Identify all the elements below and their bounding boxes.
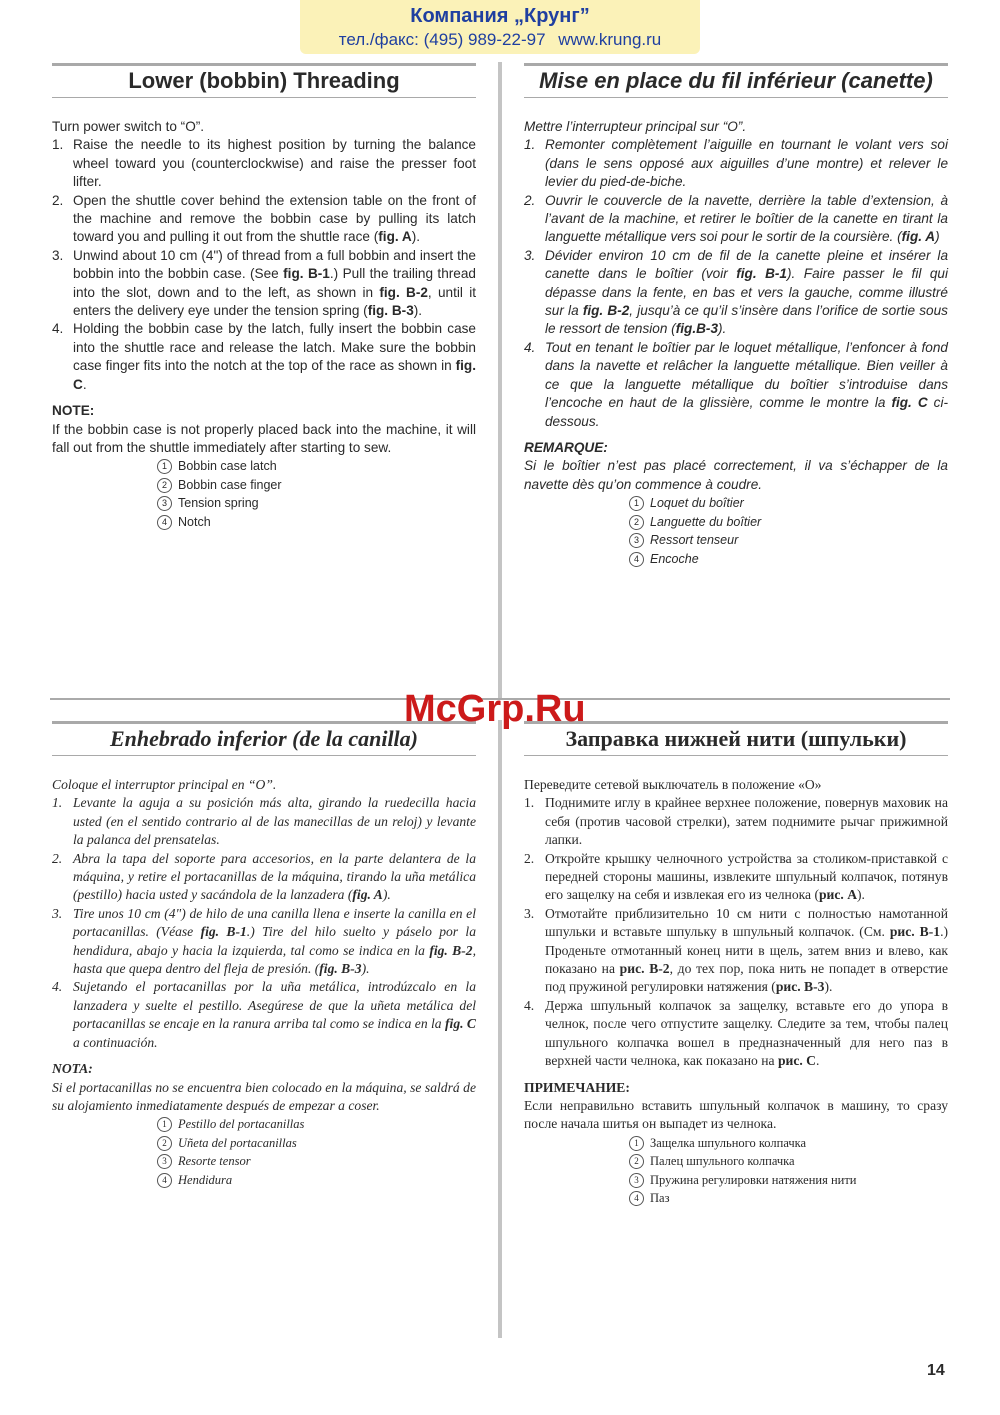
legend-label: Bobbin case latch bbox=[178, 459, 277, 474]
legend-item bbox=[608, 1171, 948, 1190]
legend-label: Пружина регулировки натяжения нити bbox=[650, 1172, 857, 1187]
legend-number: 1 bbox=[629, 496, 644, 511]
intro-text: Coloque el interruptor principal en “O”. bbox=[52, 777, 277, 792]
section-title: Lower (bobbin) Threading bbox=[52, 63, 476, 98]
step-item bbox=[524, 247, 948, 339]
section-body bbox=[52, 776, 476, 1189]
step-item bbox=[524, 997, 948, 1071]
company-contacts bbox=[300, 28, 700, 52]
legend-number: 1 bbox=[629, 1136, 644, 1151]
note-text: If the bobbin case is not properly placed back into the machine, it will fall out from the shuttle immediately after starting to sew. bbox=[52, 421, 476, 455]
step-text: Levante la aguja a su posición más alta, girando la ruedecilla hacia usted (en el sentido contrario al de las manecillas de un reloj) y levante la palanca del prensatelas. bbox=[73, 795, 476, 848]
step-text: Dévider environ 10 cm de fil de la canette pleine et insérer la canette dans le boîtier (voir fig. B-1). Faire passer le fil qui dépasse dans la fente, en bas et vers la gauche, comme illustré sur la fig. B-2, jusqu’à ce qu’il s’insère dans l’orifice de sortie sous le ressort de tension (fig.B-3). bbox=[545, 247, 948, 337]
step-number: 4. bbox=[52, 979, 63, 995]
step-number: 3. bbox=[524, 247, 536, 263]
parts-legend bbox=[52, 1115, 476, 1189]
legend-item bbox=[136, 1152, 476, 1171]
legend-number: 4 bbox=[157, 1173, 172, 1188]
step-number: 2. bbox=[524, 850, 535, 866]
step-item bbox=[52, 905, 476, 979]
company-name: Компания „Крунг” bbox=[410, 5, 590, 27]
note-heading: REMARQUE: bbox=[524, 439, 608, 455]
legend-label: Loquet du boîtier bbox=[650, 496, 744, 511]
step-text: Holding the bobbin case by the latch, fully insert the bobbin case into the shuttle race and release the latch. Make sure the bobbin case finger fits into the notch at the top of the race as shown in fig. C. bbox=[73, 321, 476, 392]
step-text: Abra la tapa del soporte para accesorios, en la parte delantera de la máquina, y retire el portacanillas de la máquina, tirando la uña metálica (pestillo) hacia usted y sacándola de la lanzadera (fig. A). bbox=[73, 850, 476, 903]
legend-item bbox=[608, 1189, 948, 1208]
legend-number: 1 bbox=[157, 1117, 172, 1132]
watermark: McGrp.Ru bbox=[404, 688, 586, 730]
section-title: Заправка нижней нити (шпульки) bbox=[524, 721, 948, 756]
step-number: 2. bbox=[52, 192, 64, 208]
steps-list bbox=[52, 136, 476, 394]
legend-number: 3 bbox=[629, 1173, 644, 1188]
step-number: 1. bbox=[52, 795, 63, 811]
step-number: 3. bbox=[52, 905, 63, 921]
step-number: 2. bbox=[524, 192, 536, 208]
legend-number: 3 bbox=[157, 1154, 172, 1169]
section-body bbox=[524, 776, 948, 1208]
section-body bbox=[524, 118, 948, 568]
legend-item bbox=[136, 1115, 476, 1134]
company-banner bbox=[300, 0, 700, 54]
legend-number: 4 bbox=[629, 552, 644, 567]
step-text: Open the shuttle cover behind the extension table on the front of the machine and remove the bobbin case by pulling its latch toward you and pulling it out from the shuttle race (fig. A). bbox=[73, 192, 476, 245]
step-text: Откройте крышку челночного устройства за столиком-приставкой с передней стороны машины, извлеките шпульный колпачок, потянув его защелку на себя и извлекая его из челнока (рис. А). bbox=[545, 850, 948, 903]
step-item bbox=[524, 794, 948, 849]
step-item bbox=[524, 905, 948, 997]
legend-item bbox=[608, 531, 948, 550]
step-text: Tire unos 10 cm (4") de hilo de una canilla llena e inserte la canilla en el portacanillas. (Véase fig. B-1.) Tire del hilo suelto y páselo por la hendidura, abajo y hacia la izquierda, tal como se indica en la fig. B-2, hasta que quepa dentro del fleja de presión. (fig. B-3). bbox=[73, 905, 477, 977]
legend-item bbox=[136, 476, 476, 495]
step-item bbox=[52, 320, 476, 394]
legend-number: 2 bbox=[157, 1136, 172, 1151]
legend-label: Hendidura bbox=[178, 1172, 233, 1187]
legend-label: Ressort tenseur bbox=[650, 533, 739, 548]
legend-item bbox=[608, 1152, 948, 1171]
note-heading: ПРИМЕЧАНИЕ: bbox=[524, 1079, 630, 1095]
legend-item bbox=[136, 513, 476, 532]
step-text: Ouvrir le couvercle de la navette, derrière la table d’extension, à l’avant de la machine, et retirer le boîtier de la canette en tirant la languette métallique vers soi pour le sortir de la coursière. (fig. A) bbox=[545, 192, 948, 245]
section-russian bbox=[524, 721, 948, 1208]
step-item bbox=[52, 136, 476, 191]
legend-item bbox=[608, 494, 948, 513]
steps-list bbox=[524, 136, 948, 431]
parts-legend bbox=[524, 1134, 948, 1208]
step-number: 3. bbox=[524, 905, 535, 921]
legend-label: Languette du boîtier bbox=[650, 514, 762, 529]
section-french bbox=[524, 63, 948, 568]
legend-number: 4 bbox=[157, 515, 172, 530]
section-title: Enhebrado inferior (de la canilla) bbox=[52, 721, 476, 756]
note-text: Если неправильно вставить шпульный колпачок в машину, то сразу после начала шитья он выпадет из челнока. bbox=[524, 1097, 948, 1132]
section-spanish bbox=[52, 721, 476, 1189]
note-text: Si el portacanillas no se encuentra bien colocado en la máquina, se saldrá de su alojamiento inmediatamente después de empezar a coser. bbox=[52, 1079, 476, 1113]
legend-item bbox=[136, 1171, 476, 1190]
intro-text: Turn power switch to “O”. bbox=[52, 119, 205, 134]
column-divider-bottom bbox=[498, 720, 502, 1338]
step-item bbox=[524, 850, 948, 905]
legend-number: 2 bbox=[629, 1154, 644, 1169]
legend-label: Паз bbox=[650, 1191, 670, 1206]
legend-item bbox=[608, 550, 948, 569]
steps-list bbox=[52, 794, 476, 1052]
step-item bbox=[52, 978, 476, 1052]
legend-label: Encoche bbox=[650, 551, 699, 566]
legend-label: Pestillo del portacanillas bbox=[178, 1117, 305, 1132]
intro-text: Переведите сетевой выключатель в положение «О» bbox=[524, 777, 822, 792]
step-item bbox=[52, 192, 476, 247]
step-text: Tout en tenant le boîtier par le loquet métallique, l’enfoncer à fond dans la navette et relâcher la languette métallique. Bien veiller à ce que la languette métallique du boîtier s’introduise dans l’encoche en haut de la glissière, comme le montre la fig. C ci-dessous. bbox=[545, 339, 949, 429]
note-heading: NOTE: bbox=[52, 403, 95, 419]
legend-label: Uñeta del portacanillas bbox=[178, 1135, 297, 1150]
step-number: 2. bbox=[52, 850, 63, 866]
legend-number: 3 bbox=[157, 496, 172, 511]
legend-item bbox=[608, 1134, 948, 1153]
step-number: 3. bbox=[52, 247, 64, 263]
legend-number: 2 bbox=[157, 478, 172, 493]
step-item bbox=[52, 247, 476, 321]
section-body bbox=[52, 118, 476, 531]
step-text: Держа шпульный колпачок за защелку, вставьте его до упора в челнок, после чего отпустите защелку. Следите за тем, чтобы палец шпульного колпачка вошел в предназначенный для него паз в верхней части челнока, как показано на рис. С. bbox=[545, 997, 948, 1069]
step-text: Поднимите иглу в крайнее верхнее положение, повернув маховик на себя (против часовой стрелки), затем поднимите рычаг прижимной лапки. bbox=[545, 795, 948, 848]
step-number: 1. bbox=[524, 795, 535, 811]
legend-label: Resorte tensor bbox=[178, 1154, 251, 1169]
legend-number: 2 bbox=[629, 515, 644, 530]
parts-legend bbox=[524, 494, 948, 568]
step-number: 1. bbox=[52, 137, 64, 153]
note-text: Si le boîtier n’est pas placé correctement, il va s’échapper de la navette dès qu’on commence à coudre. bbox=[524, 458, 948, 492]
steps-list bbox=[524, 794, 948, 1070]
step-text: Remonter complètement l’aiguille en tournant le volant vers soi (dans le sens opposé aux aiguilles d’une montre) et relever le levier du pied-de-biche. bbox=[545, 137, 948, 190]
step-item bbox=[524, 192, 948, 247]
step-item bbox=[524, 339, 948, 431]
step-text: Raise the needle to its highest position by turning the balance wheel toward you (counterclockwise) and raise the presser foot lifter. bbox=[73, 137, 476, 190]
legend-label: Защелка шпульного колпачка bbox=[650, 1135, 807, 1150]
section-title: Mise en place du fil inférieur (canette) bbox=[524, 63, 948, 98]
parts-legend bbox=[52, 457, 476, 531]
note-heading: NOTA: bbox=[52, 1061, 93, 1077]
legend-label: Bobbin case finger bbox=[178, 477, 282, 492]
legend-label: Tension spring bbox=[178, 496, 259, 511]
legend-number: 4 bbox=[629, 1191, 644, 1206]
legend-item bbox=[136, 457, 476, 476]
step-number: 4. bbox=[524, 339, 536, 355]
company-phone: тел./факс: (495) 989-22-97 bbox=[338, 30, 546, 49]
step-number: 1. bbox=[524, 137, 536, 153]
section-english bbox=[52, 63, 476, 531]
legend-item bbox=[136, 1134, 476, 1153]
legend-number: 3 bbox=[629, 533, 644, 548]
page-number: 14 bbox=[927, 1362, 945, 1379]
step-item bbox=[52, 794, 476, 849]
column-divider-top bbox=[498, 62, 502, 698]
company-url[interactable]: www.krung.ru bbox=[558, 30, 662, 49]
legend-item bbox=[608, 513, 948, 532]
legend-item bbox=[136, 494, 476, 513]
legend-label: Notch bbox=[178, 514, 211, 529]
legend-number: 1 bbox=[157, 459, 172, 474]
step-number: 4. bbox=[52, 321, 64, 337]
step-text: Sujetando el portacanillas por la uña metálica, introdúzcalo en la lanzadera y suelte el pestillo. Asegúrese de que la uñeta metálica del portacanillas se encaje en la ranura arriba tal como se indica en la fig. C a continuación. bbox=[73, 979, 476, 1050]
step-number: 4. bbox=[524, 997, 535, 1013]
step-text: Unwind about 10 cm (4") of thread from a full bobbin and insert the bobbin into the bobbin case. (See fig. B-1.) Pull the trailing thread into the slot, down and to the left, as shown in fig. B-2, until it enters the delivery eye under the tension spring (fig. B-3). bbox=[73, 247, 476, 319]
legend-label: Палец шпульного колпачка bbox=[650, 1154, 795, 1169]
step-text: Отмотайте приблизительно 10 см нити с полностью намотанной шпульки и вставьте шпульку в шпульный колпачок. (См. рис. В-1.) Проденьте отмотанный конец нити в щель, затем вниз и влево, как показано на рис. В-2, до тех пор, пока нить не попадет в отверстие под пружиной регулировки натяжения (рис. В-3). bbox=[545, 905, 948, 995]
step-item bbox=[524, 136, 948, 191]
step-item bbox=[52, 850, 476, 905]
intro-text: Mettre l’interrupteur principal sur “O”. bbox=[524, 119, 747, 134]
